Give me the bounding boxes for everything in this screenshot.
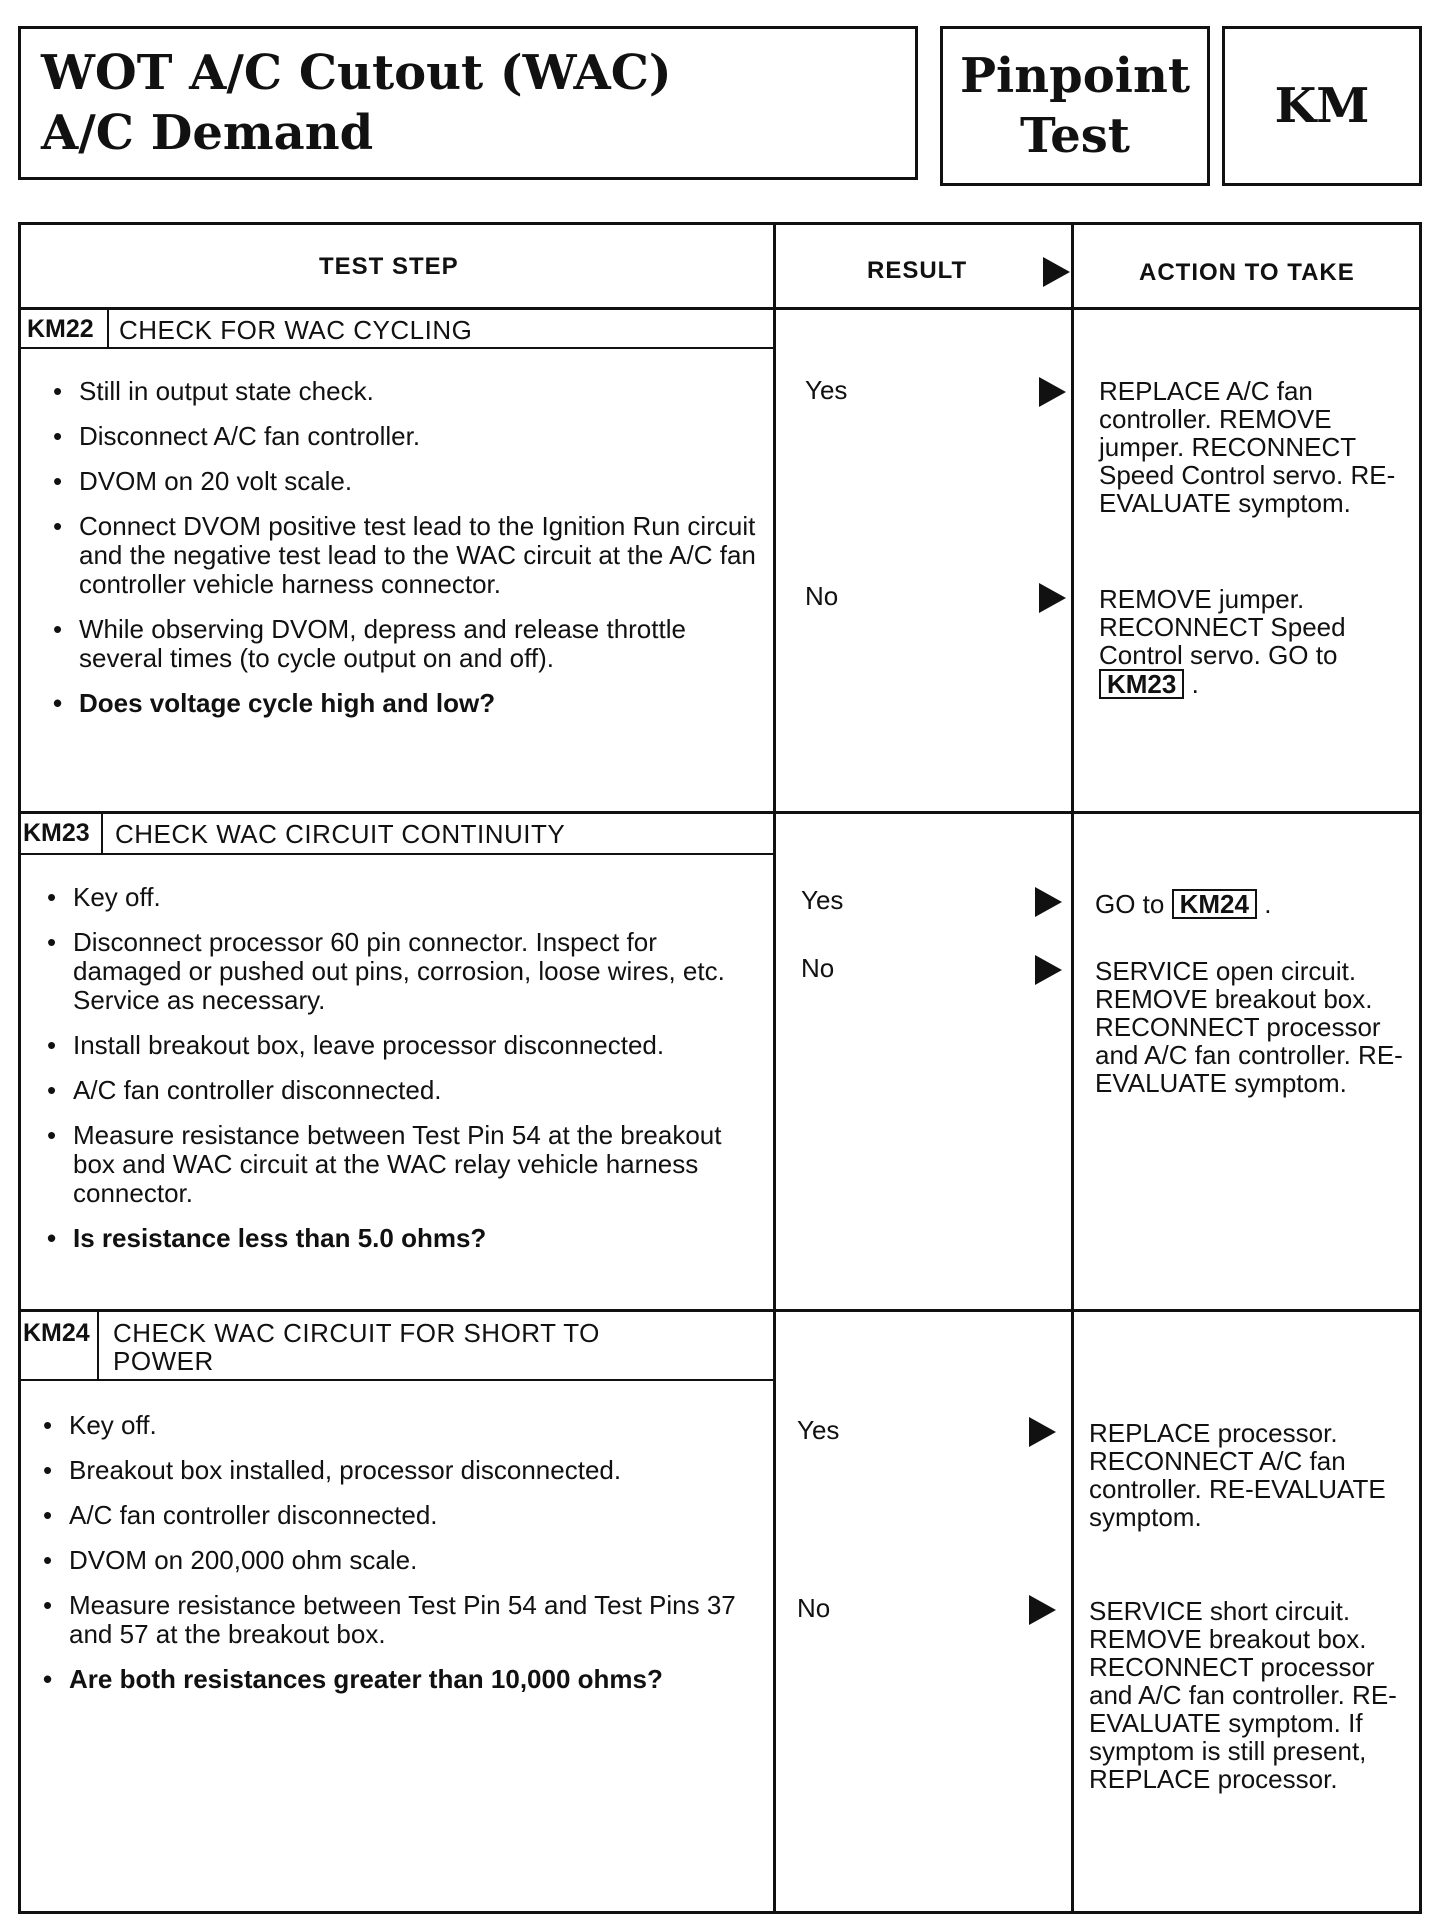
header-divider: [21, 307, 1419, 310]
result-no: No: [805, 581, 839, 611]
bullet-item: • Key off.: [41, 883, 767, 912]
bullet-item: • Disconnect A/C fan controller.: [47, 422, 767, 451]
test-code-box: KM: [1222, 26, 1422, 186]
title-line-2: A/C Demand: [41, 105, 374, 161]
step-question: • Does voltage cycle high and low?: [47, 689, 767, 718]
bullet-item: • DVOM on 200,000 ohm scale.: [37, 1546, 757, 1575]
result-arrow-icon: [1029, 1417, 1056, 1447]
action-text: [1095, 889, 1415, 919]
bullet-item: • While observing DVOM, depress and release throttle several times (to cycle output on and off).: [47, 615, 767, 673]
action-text: REPLACE A/C fan controller. REMOVE jumper. RECONNECT Speed Control servo. RE-EVALUATE symptom.: [1099, 376, 1396, 518]
bullet-item: • Breakout box installed, processor disconnected.: [37, 1456, 757, 1485]
step-id-km24: KM24: [23, 1319, 90, 1347]
pinpoint-label: Pinpoint: [959, 48, 1191, 104]
step-bullets-km24: [37, 1411, 757, 1710]
result-arrow-icon: [1039, 377, 1066, 407]
step-title-underline: [21, 853, 773, 855]
result-arrow-icon: [1043, 257, 1070, 287]
column-header-test-step: TEST STEP: [319, 253, 459, 280]
action-text-lead: GO to: [1095, 889, 1165, 919]
bullet-item: • Install breakout box, leave processor disconnected.: [41, 1031, 767, 1060]
step-title-km22: CHECK FOR WAC CYCLING: [119, 315, 473, 345]
step-ref-km23[interactable]: KM23: [1099, 669, 1184, 699]
column-divider-result: [773, 225, 776, 1911]
result-arrow-icon: [1035, 887, 1062, 917]
action-text: [1099, 585, 1419, 699]
bullet-item: • Key off.: [37, 1411, 757, 1440]
action-text: SERVICE short circuit. REMOVE breakout box. RECONNECT processor and A/C fan controller. RE-EVALUATE symptom. If symptom is still present, REPLACE processor.: [1089, 1596, 1397, 1794]
result-no: No: [797, 1593, 831, 1623]
action-text-tail: .: [1191, 669, 1199, 699]
step-id-km22: KM22: [27, 315, 94, 343]
bullet-item: • DVOM on 20 volt scale.: [47, 467, 767, 496]
step-id-divider: [101, 813, 103, 853]
bullet-item: • Measure resistance between Test Pin 54 at the breakout box and WAC circuit at the WAC relay vehicle harness connector.: [41, 1121, 767, 1208]
bullet-item: • A/C fan controller disconnected.: [41, 1076, 767, 1105]
step-title-km23: CHECK WAC CIRCUIT CONTINUITY: [115, 819, 566, 849]
title-line-1: WOT A/C Cutout (WAC): [41, 45, 672, 101]
result-arrow-icon: [1035, 955, 1062, 985]
result-no: No: [801, 953, 835, 983]
result-yes: Yes: [801, 885, 844, 915]
bullet-item: • Measure resistance between Test Pin 54 and Test Pins 37 and 57 at the breakout box.: [37, 1591, 757, 1649]
step-bullets-km22: [47, 377, 767, 734]
step-id-divider: [97, 1311, 99, 1379]
step-title-km24: CHECK WAC CIRCUIT FOR SHORT TO POWER: [113, 1318, 600, 1376]
step-divider: [21, 1309, 1419, 1312]
pinpoint-test-box: [940, 26, 1210, 186]
title-box: [18, 26, 918, 180]
result-arrow-icon: [1029, 1595, 1056, 1625]
step-title-underline: [21, 347, 773, 349]
action-text: SERVICE open circuit. REMOVE breakout box. RECONNECT processor and A/C fan controller. RE-EVALUATE symptom.: [1095, 956, 1403, 1098]
step-bullets-km23: [41, 883, 767, 1269]
action-text: REPLACE processor. RECONNECT A/C fan controller. RE-EVALUATE symptom.: [1089, 1418, 1386, 1532]
result-yes: Yes: [805, 375, 848, 405]
bullet-item: • Disconnect processor 60 pin connector. Inspect for damaged or pushed out pins, corrosion, loose wires, etc. Service as necessary.: [41, 928, 767, 1015]
action-text-lead: REMOVE jumper. RECONNECT Speed Control servo. GO to: [1099, 584, 1346, 670]
result-arrow-icon: [1039, 583, 1066, 613]
step-divider: [21, 811, 1419, 814]
column-header-result: RESULT: [867, 257, 968, 284]
test-label: Test: [1020, 108, 1130, 164]
bullet-item: • A/C fan controller disconnected.: [37, 1501, 757, 1530]
step-ref-km24[interactable]: KM24: [1172, 889, 1257, 919]
column-header-action: ACTION TO TAKE: [1139, 259, 1355, 286]
step-id-km23: KM23: [23, 819, 90, 847]
pinpoint-table: [18, 222, 1422, 1914]
step-id-divider: [107, 309, 109, 347]
bullet-item: • Connect DVOM positive test lead to the Ignition Run circuit and the negative test lead to the WAC circuit at the A/C fan controller vehicle harness connector.: [47, 512, 767, 599]
bullet-item: • Still in output state check.: [47, 377, 767, 406]
action-text-tail: .: [1264, 889, 1272, 919]
result-yes: Yes: [797, 1415, 840, 1445]
column-divider-action: [1071, 225, 1074, 1911]
step-title-underline: [21, 1379, 773, 1381]
step-question: • Are both resistances greater than 10,000 ohms?: [37, 1665, 757, 1694]
step-question: • Is resistance less than 5.0 ohms?: [41, 1224, 767, 1253]
